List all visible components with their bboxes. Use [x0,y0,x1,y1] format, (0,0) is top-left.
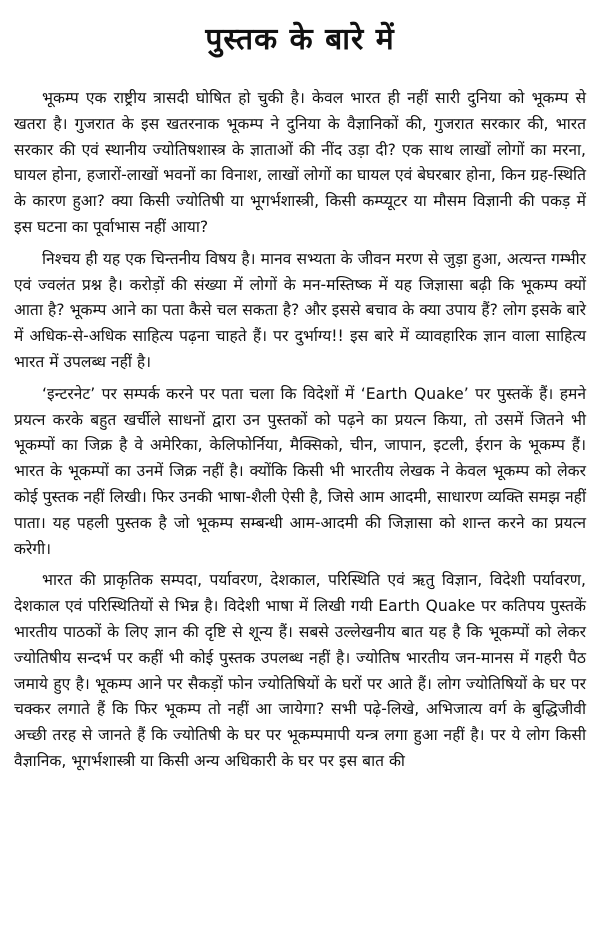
paragraph-3: ‘इन्टरनेट’ पर सम्पर्क करने पर पता चला कि विदेशों में ‘Earth Quake’ पर पुस्तकें हैं। हमने प्रयत्न करके बहुत खर्चीले साधनों द्वारा उन पुस्तकों को पढ़ने का प्रयत्न किया, तो उसमें जितने भी भूकम्पों का जिक्र है वे अमेरिका, केलिफोर्निया, मैक्सिको, चीन, जापान, इटली, ईरान के भूकम्प हैं। भारत के भूकम्पों का उनमें जिक्र नहीं है। क्योंकि किसी भी भारतीय लेखक ने केवल भूकम्प को लेकर कोई पुस्तक नहीं लिखी। फिर उनकी भाषा-शैली ऐसी है, जिसे आम आदमी, साधारण व्यक्ति समझ नहीं पाता। यह पहली पुस्तक है जो भूकम्प सम्बन्धी आम-आदमी की जिज्ञासा को शान्त करने का प्रयत्न करेगी। [14,384,586,558]
paragraph-2: निश्चय ही यह एक चिन्तनीय विषय है। मानव सभ्यता के जीवन मरण से जुड़ा हुआ, अत्यन्त गम्भीर एवं ज्वलंत प्रश्न है। करोड़ों की संख्या में लोगों के मन-मस्तिष्क में यह जिज्ञासा बढ़ी कि भूकम्प क्यों आता है? भूकम्प आने का पता कैसे चल सकता है? और इससे बचाव के क्या उपाय हैं? लोग इसके बारे में अधिक-से-अधिक साहित्य पढ़ना चाहते हैं। पर दुर्भाग्य!! इस बारे में व्यावहारिक ज्ञान वाला साहित्य भारत में उपलब्ध नहीं है। [14,249,586,371]
paragraph-1: भूकम्प एक राष्ट्रीय त्रासदी घोषित हो चुकी है। केवल भारत ही नहीं सारी दुनिया को भूकम्प से खतरा है। गुजरात के इस खतरनाक भूकम्प ने दुनिया के वैज्ञानिकों की, गुजरात सरकार की, भारत सरकार की एवं स्थानीय ज्योतिषशास्त्र के ज्ञाताओं की नींद उड़ा दी? एक साथ लाखों लोगों का मरना, घायल होना, हजारों-लाखों भवनों का विनाश, लाखों लोगों का घायल एवं बेघरबार होना, किन ग्रह-स्थिति के कारण हुआ? क्या किसी ज्योतिषी या भूगर्भशास्त्री, किसी कम्प्यूटर या मौसम विज्ञानी की पकड़ में इस घटना का पूर्वाभास नहीं आया? [14,89,586,236]
paragraph-4: भारत की प्राकृतिक सम्पदा, पर्यावरण, देशकाल, परिस्थिति एवं ऋतु विज्ञान, विदेशी पर्यावरण, देशकाल एवं परिस्थितियों से भिन्न है। विदेशी भाषा में लिखी गयी Earth Quake पर कतिपय पुस्तकें भारतीय पाठकों के लिए ज्ञान की दृष्टि से शून्य हैं। सबसे उल्लेखनीय बात यह है कि भूकम्पों को लेकर ज्योतिषीय सन्दर्भ पर कहीं भी कोई पुस्तक उपलब्ध नहीं है। ज्योतिष भारतीय जन-मानस में गहरी पैठ जमाये हुए है। भूकम्प आने पर सैकड़ों फोन ज्योतिषियों के घरों पर आते हैं। लोग ज्योतिषियों के घर पर चक्कर लगाते हैं कि फिर भूकम्प तो नहीं आ जायेगा? सभी पढ़े-लिखे, अभिजात्य वर्ग के बुद्धिजीवी अच्छी तरह से जानते हैं कि ज्योतिषी के घर पर भूकम्पमापी यन्त्र लगा हुआ नहीं है। पर ये लोग किसी वैज्ञानिक, भूगर्भशास्त्री या किसी अन्य अधिकारी के घर पर इस बात की [14,571,586,770]
document-body [14,86,586,781]
page-title: पुस्तक के बारे में [205,22,395,57]
